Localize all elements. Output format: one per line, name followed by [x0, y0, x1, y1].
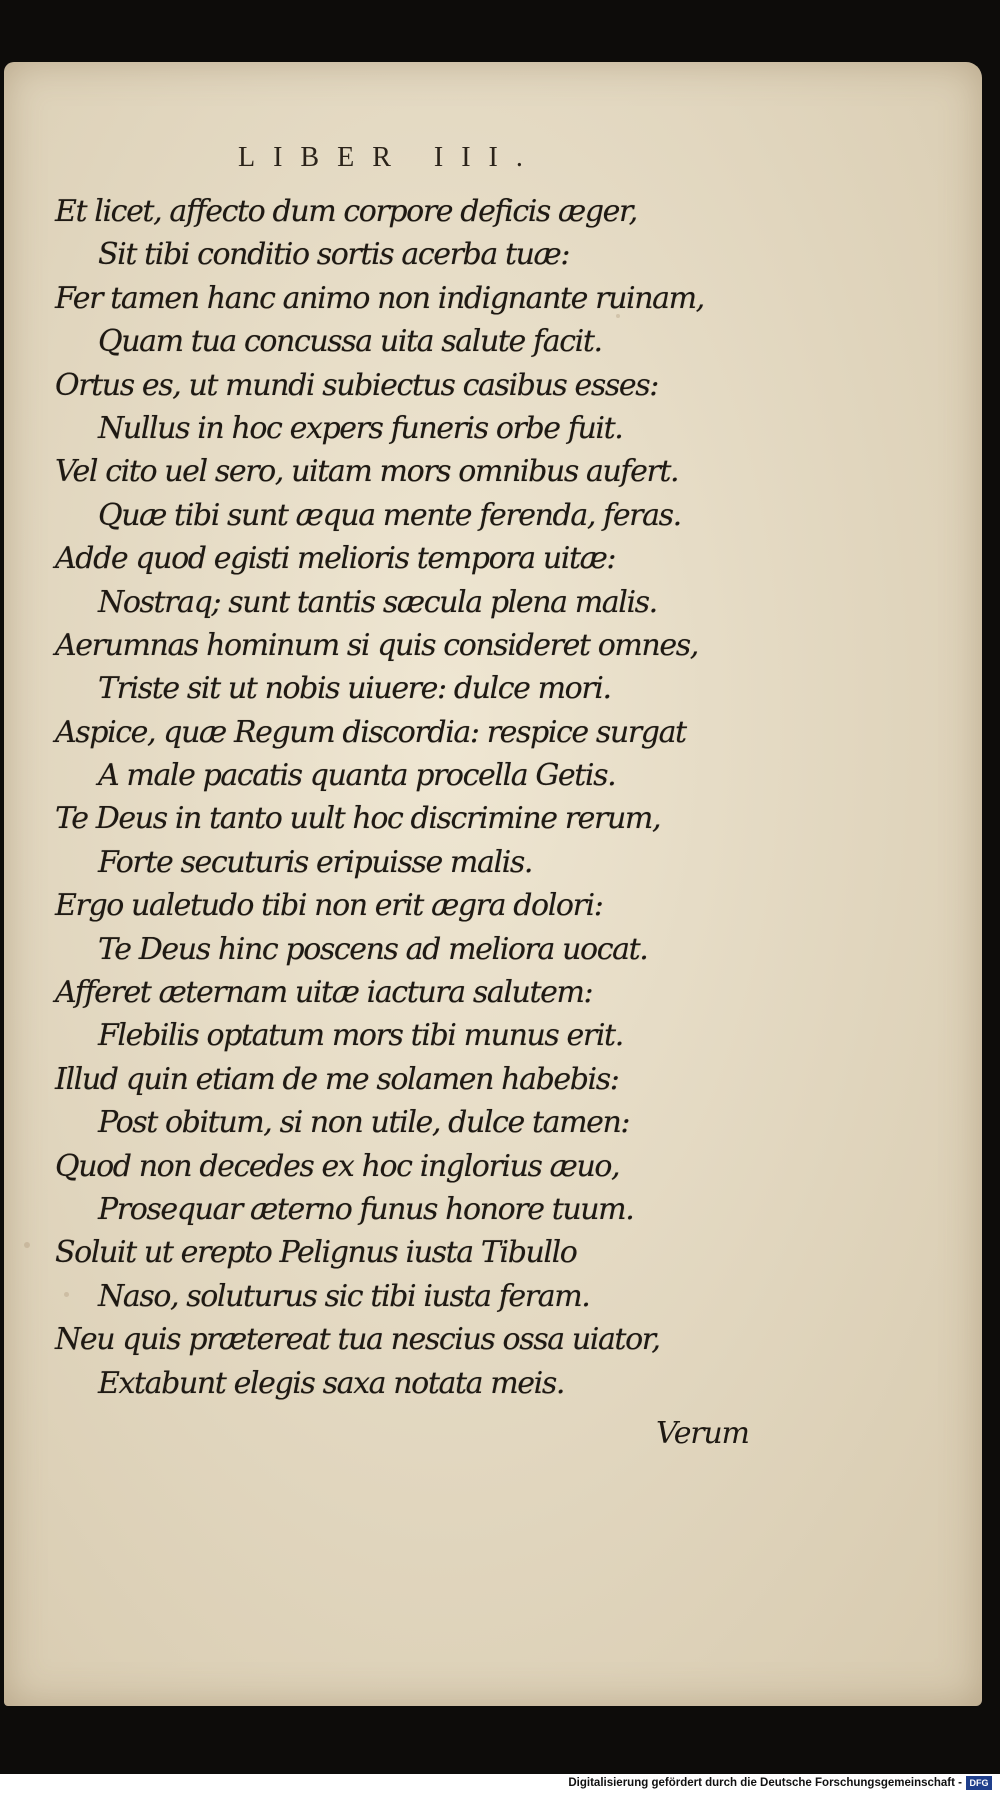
verse-line: Adde quod egisti melioris tempora uitæ:	[55, 541, 616, 577]
verse-line: Quam tua concussa uita salute facit.	[98, 324, 602, 360]
verse-line: Illud quin etiam de me solamen habebis:	[55, 1061, 619, 1097]
verse-line: Sit tibi conditio sortis acerba tuæ:	[98, 237, 570, 273]
verse-line: A male pacatis quanta procella Getis.	[98, 758, 616, 794]
verse-line: Aerumnas hominum si quis consideret omnes,	[55, 627, 698, 663]
funding-credit: Digitalisierung gefördert durch die Deutsche Forschungsgemeinschaft -	[568, 1777, 962, 1789]
verse-line: Extabunt elegis saxa notata meis.	[98, 1365, 564, 1401]
verse-line: Naso, soluturus sic tibi iusta feram.	[98, 1278, 590, 1314]
verse-line: Ortus es, ut mundi subiectus casibus esses:	[55, 367, 658, 403]
verse-line: Nullus in hoc expers funeris orbe fuit.	[98, 410, 623, 446]
verse-line: Nostraq; sunt tantis sæcula plena malis.	[98, 584, 657, 620]
verse-line: Te Deus hinc poscens ad meliora uocat.	[98, 931, 648, 967]
verse-line: Neu quis prætereat tua nescius ossa uiator,	[55, 1322, 660, 1358]
verse-line: Post obitum, si non utile, dulce tamen:	[98, 1105, 630, 1141]
verse-line: Te Deus in tanto uult hoc discrimine rerum,	[55, 801, 661, 837]
verse-line: Triste sit ut nobis uiuere: dulce mori.	[98, 671, 611, 707]
verse-line: Et licet, affecto dum corpore deficis æger,	[55, 194, 637, 229]
catchword: Verum	[656, 1416, 749, 1451]
verse-line: Fer tamen hanc animo non indignante ruinam,	[55, 280, 704, 316]
verse-line: Prosequar æterno funus honore tuum.	[98, 1191, 634, 1227]
dfg-logo: DFG	[966, 1776, 992, 1790]
verse-line: Flebilis optatum mors tibi munus erit.	[98, 1018, 623, 1054]
verse-line: Quod non decedes ex hoc inglorius æuo,	[55, 1148, 620, 1184]
verse-line: Aspice, quæ Regum discordia: respice surgat	[55, 714, 686, 750]
verse-line: Afferet æternam uitæ iactura salutem:	[55, 975, 593, 1011]
verse-line: Forte secuturis eripuisse malis.	[98, 844, 532, 880]
verse-text	[0, 190, 1000, 1405]
verse-line: Ergo ualetudo tibi non erit ægra dolori:	[55, 888, 603, 924]
verse-line: Soluit ut erepto Pelignus iusta Tibullo	[55, 1235, 577, 1271]
running-head: LIBER III.	[238, 142, 541, 173]
verse-line: Quæ tibi sunt æqua mente ferenda, feras.	[98, 497, 681, 533]
verse-line: Vel cito uel sero, uitam mors omnibus aufert.	[55, 454, 679, 490]
